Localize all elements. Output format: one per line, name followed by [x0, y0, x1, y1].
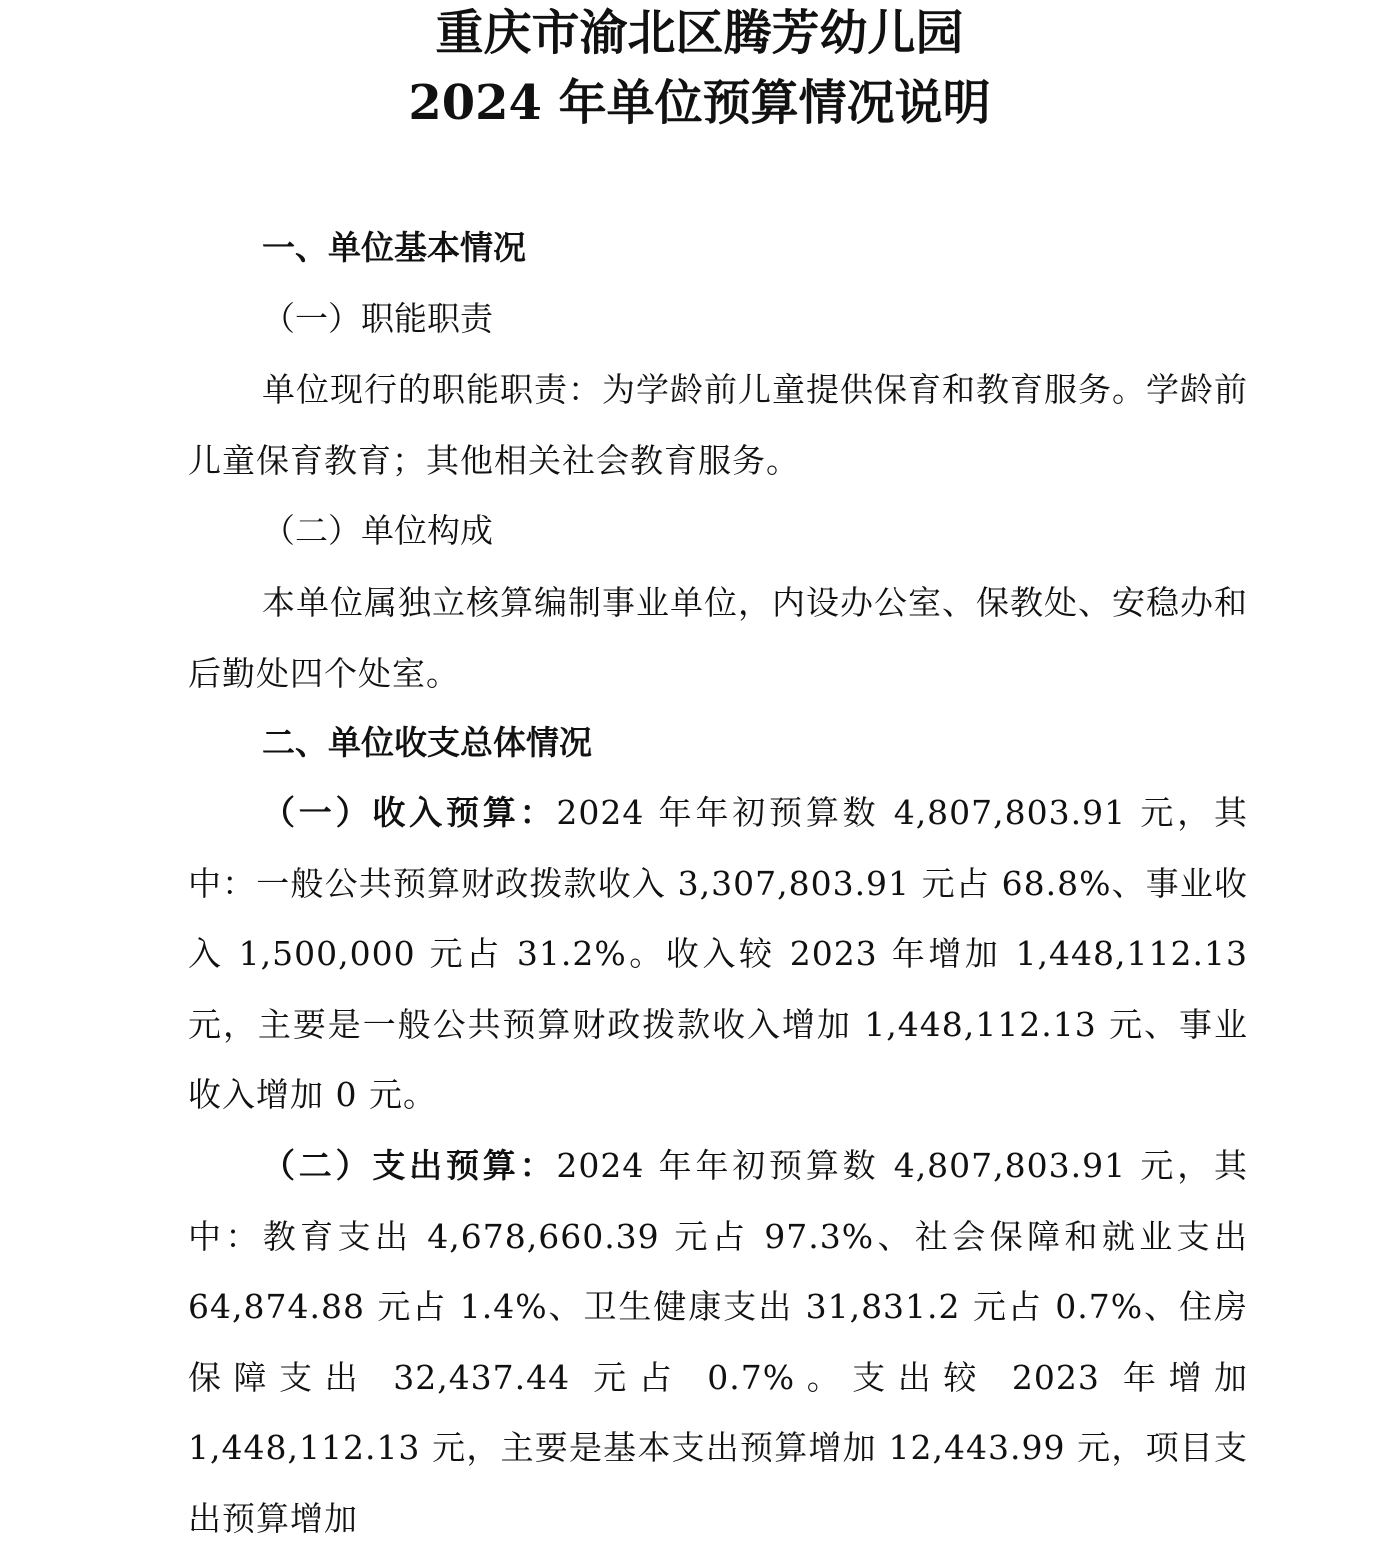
section1-sub1-paragraph: 单位现行的职能职责：为学龄前儿童提供保育和教育服务。学龄前儿童保育教育；其他相关社会教育服务。	[188, 370, 1248, 480]
document-title-line1: 重庆市渝北区腾芳幼儿园	[435, 5, 964, 61]
section1-heading: 一、单位基本情况	[262, 228, 526, 267]
section1-sub2-paragraph: 本单位属独立核算编制事业单位，内设办公室、保教处、安稳办和后勤处四个处室。	[188, 583, 1248, 693]
document-title-line2: 2024 年单位预算情况说明	[408, 75, 991, 131]
section1-sub2-heading: （二）单位构成	[262, 511, 493, 550]
expense-lead: （二）支出预算：	[262, 1146, 557, 1185]
section2-expense-paragraph	[188, 1131, 1248, 1554]
expense-text: 2024 年年初预算数 4,807,803.91 元，其中：教育支出 4,678,660.39 元占 97.3%、社会保障和就业支出 64,874.88 元占 1.4%、卫生健康支出 31,831.2 元占 0.7%、住房保障支出 32,437.44 元占 0.7%。支出较 2023 年增加 1,448,112.13 元，主要是基本支出预算增加 12,443.99 元，项目支出预算增加	[188, 1146, 1249, 1538]
section1-sub1-heading: （一）职能职责	[262, 299, 493, 338]
income-lead: （一）收入预算：	[262, 793, 557, 832]
income-text: 2024 年年初预算数 4,807,803.91 元，其中：一般公共预算财政拨款收入 3,307,803.91 元占 68.8%、事业收入 1,500,000 元占 31.2%。收入较 2023 年增加 1,448,112.13 元，主要是一般公共预算财政拨款收入增加 1,448,112.13 元、事业收入增加 0 元。	[188, 793, 1249, 1114]
section2-heading: 二、单位收支总体情况	[262, 723, 592, 762]
section2-income-paragraph	[188, 778, 1248, 1131]
